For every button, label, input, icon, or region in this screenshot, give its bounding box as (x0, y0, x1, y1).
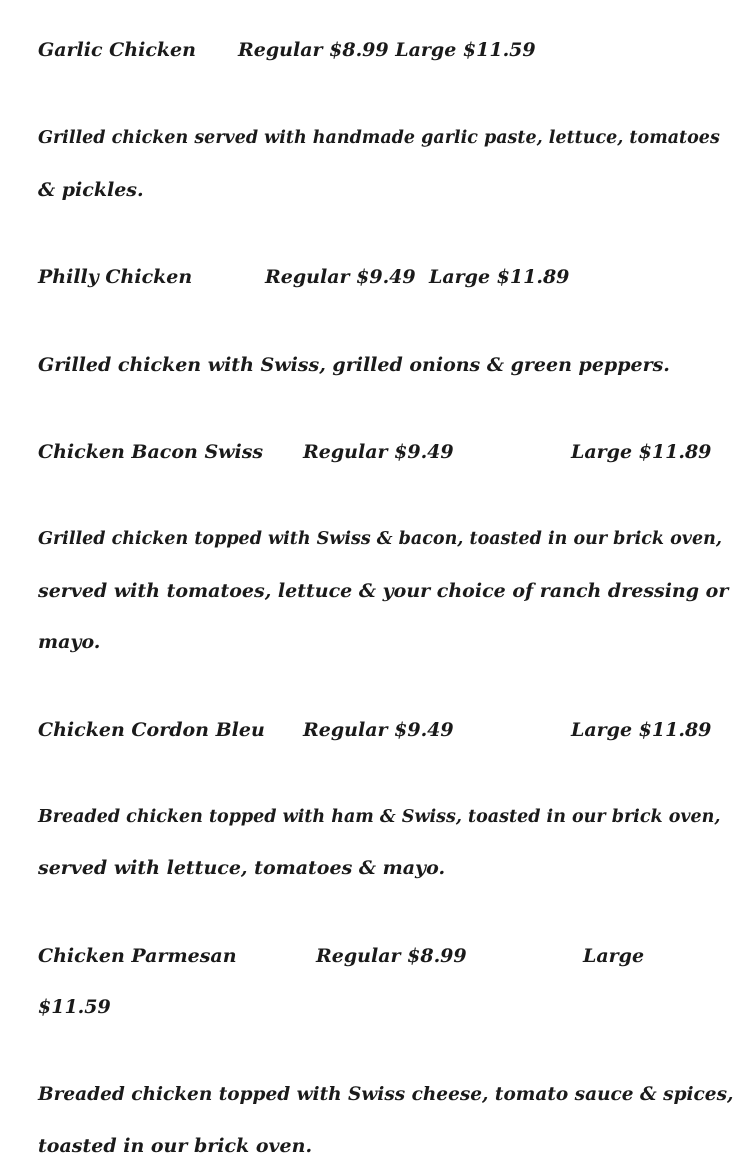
menu-item-description-line: served with lettuce, tomatoes & mayo. (38, 857, 446, 879)
menu-item-name: Chicken Cordon Bleu (38, 719, 265, 741)
menu-item-large-price: Large $11.89 (429, 266, 570, 288)
menu-item-large-label: Large (583, 945, 645, 967)
menu-item-regular-price: Regular $9.49 (303, 719, 454, 741)
menu-item-name: Philly Chicken (38, 266, 193, 288)
menu-item-regular-price: Regular $8.99 (316, 945, 467, 967)
menu-item-description-line: toasted in our brick oven. (38, 1135, 313, 1157)
menu-item-regular-price: Regular $9.49 (265, 266, 416, 288)
menu-item-name: Chicken Parmesan (38, 945, 237, 967)
menu-item-regular-price: Regular $9.49 (303, 441, 454, 463)
menu-item-description-line: served with tomatoes, lettuce & your choice of ranch dressing or (38, 580, 729, 602)
menu-item-price: Regular $8.99 Large $11.59 (238, 39, 536, 61)
menu-item-description-line: Grilled chicken served with handmade garlic paste, lettuce, tomatoes (38, 128, 720, 148)
menu-item-name: Garlic Chicken (38, 39, 196, 61)
menu-item-name: Chicken Bacon Swiss (38, 441, 264, 463)
menu-item-description-line: Breaded chicken topped with ham & Swiss, toasted in our brick oven, (38, 807, 721, 827)
menu-item-description-line: & pickles. (38, 179, 144, 201)
menu-item-large-price: Large $11.89 (571, 441, 712, 463)
menu-item-large-price: $11.59 (38, 996, 111, 1018)
menu-item-description-line: Grilled chicken with Swiss, grilled onions & green peppers. (38, 354, 670, 376)
menu-item-large-price: Large $11.89 (571, 719, 712, 741)
menu-item-description-line: Grilled chicken topped with Swiss & bacon, toasted in our brick oven, (38, 529, 722, 549)
menu-item-description-line: Breaded chicken topped with Swiss cheese, tomato sauce & spices, (38, 1084, 734, 1105)
menu-item-description-line: mayo. (38, 631, 101, 653)
